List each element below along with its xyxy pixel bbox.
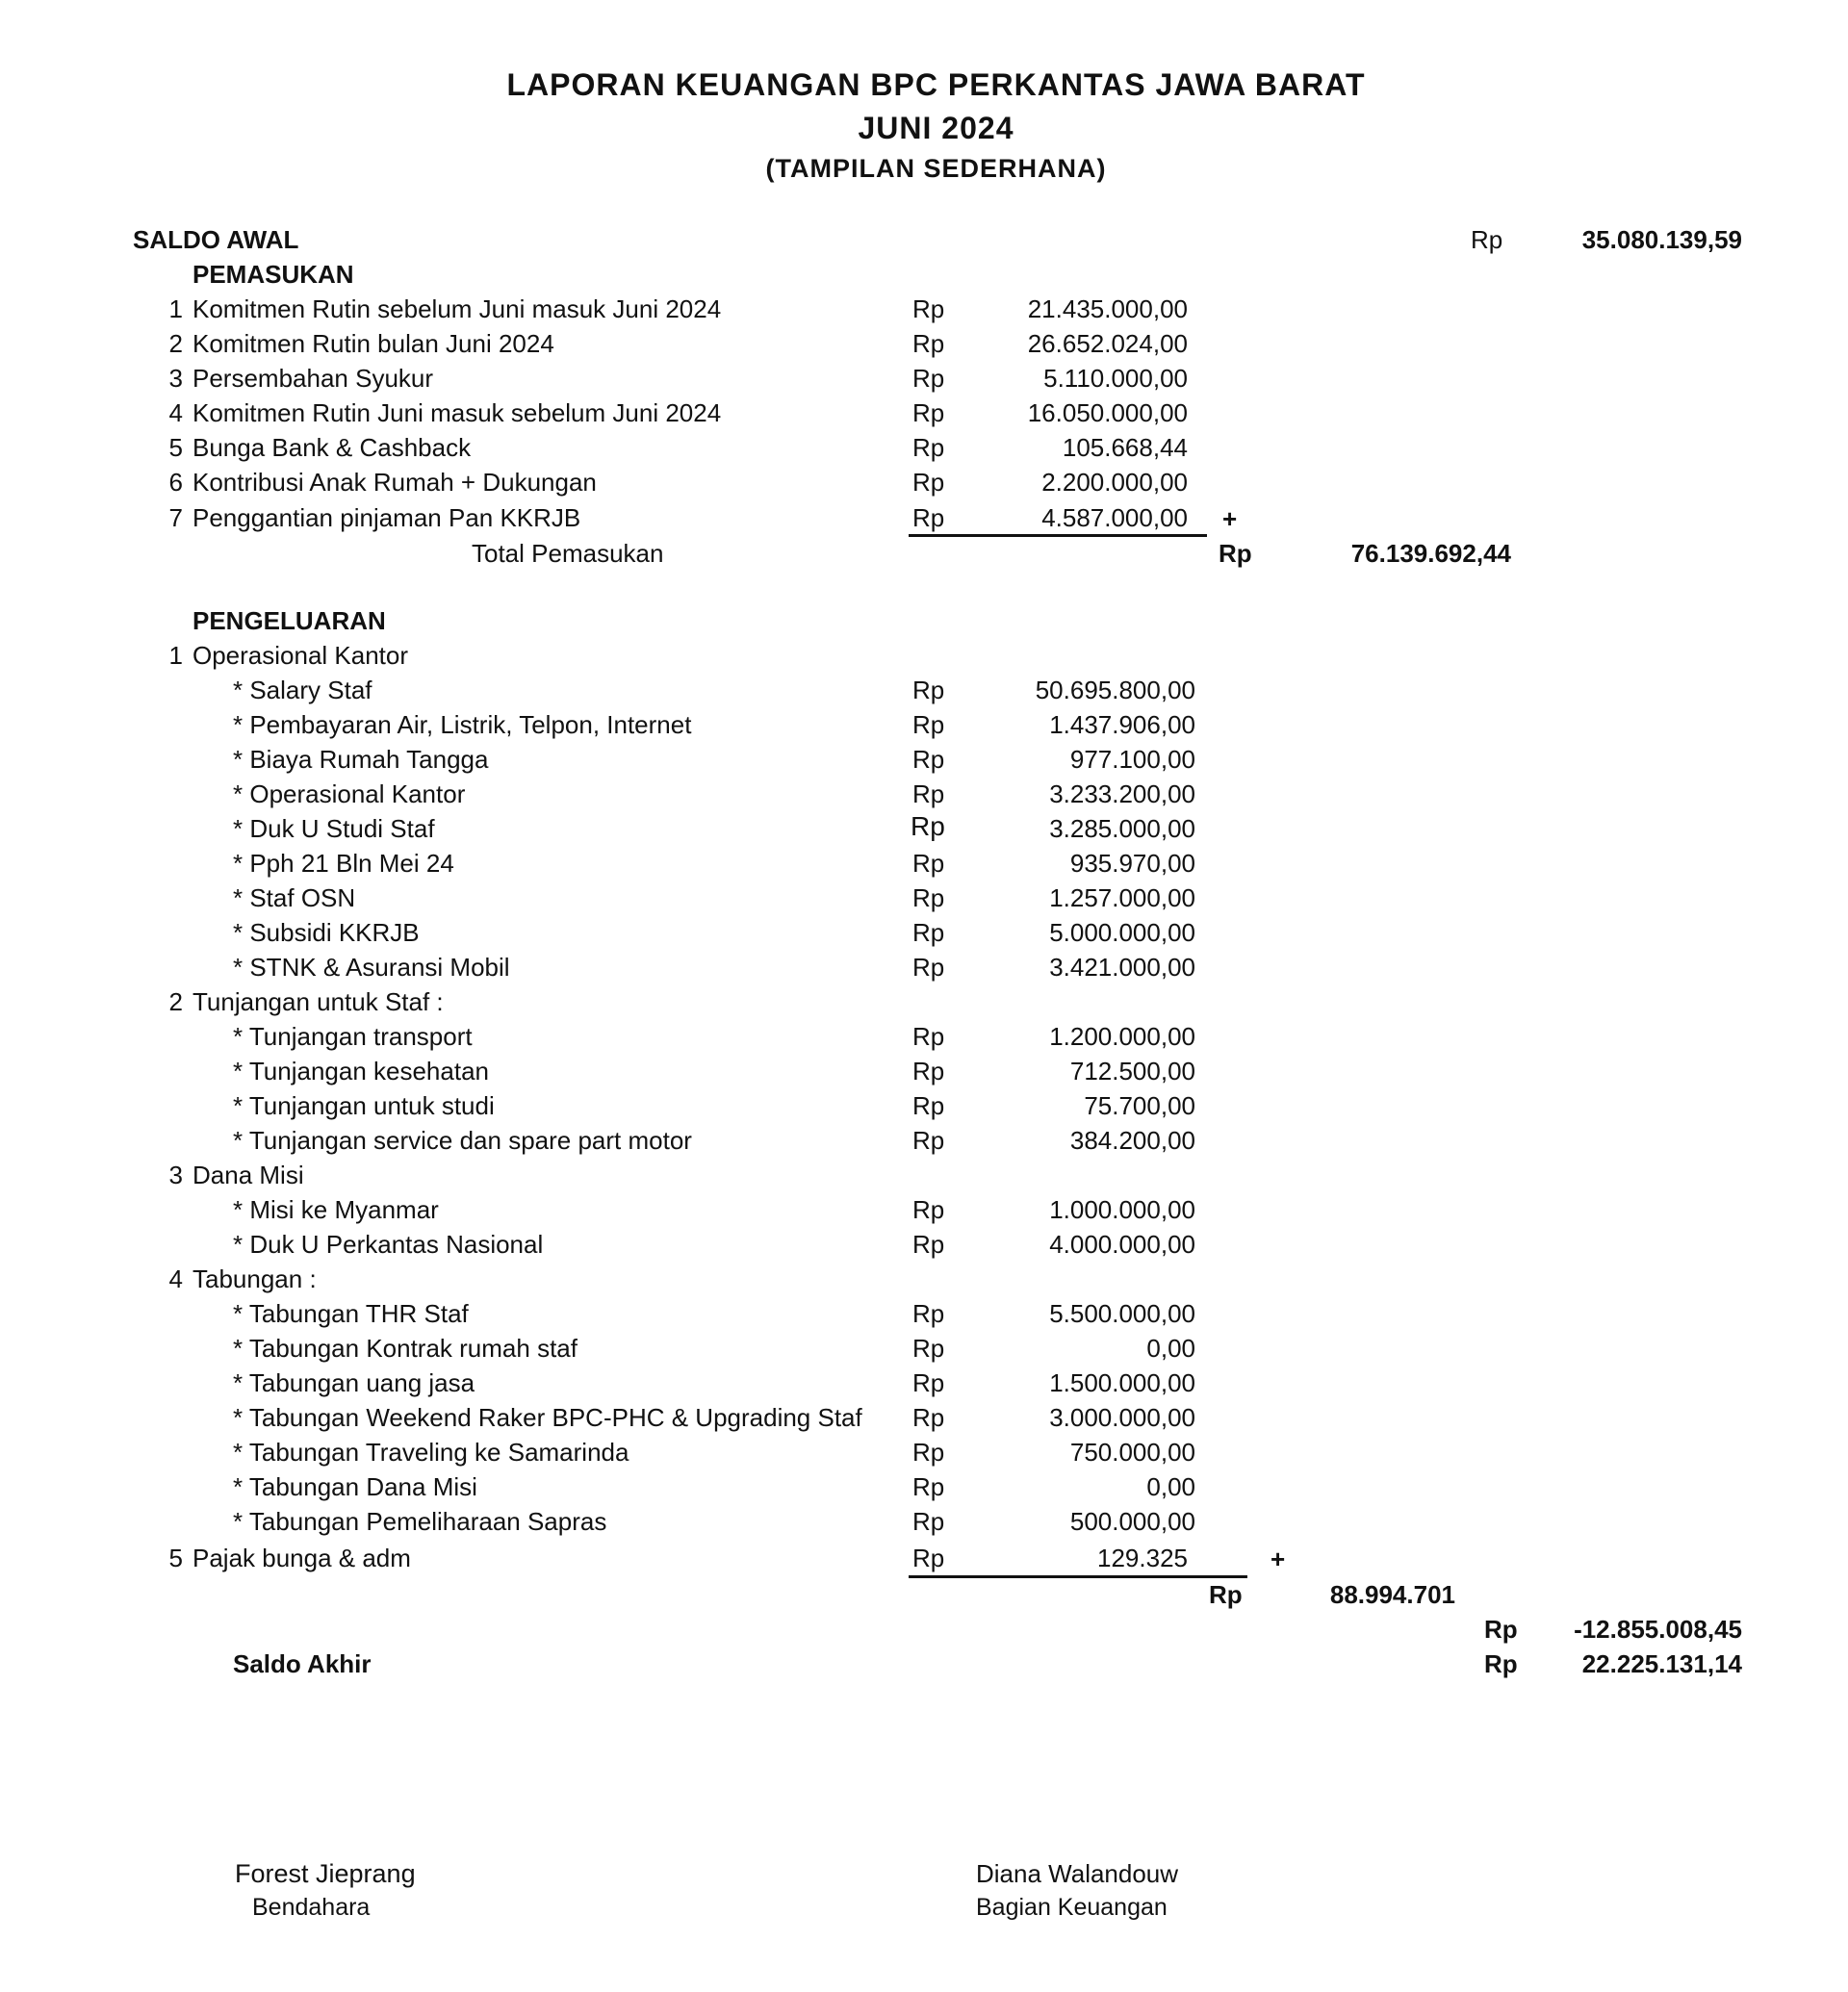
item-currency: Rp — [912, 468, 945, 497]
item-currency: Rp — [912, 398, 945, 427]
report-title: LAPORAN KEUANGAN BPC PERKANTAS JAWA BARAT — [506, 67, 1366, 102]
item-number: 3 — [168, 364, 183, 393]
item-currency: Rp — [912, 710, 945, 739]
report-period: JUNI 2024 — [858, 111, 1014, 145]
total-pemasukan-amount: 76.139.692,44 — [1350, 539, 1511, 568]
item-amount: 977.100,00 — [1069, 745, 1195, 774]
item-currency: Rp — [912, 1368, 945, 1397]
item-label: Bunga Bank & Cashback — [192, 433, 472, 462]
group-label: Dana Misi — [192, 1161, 304, 1189]
item-label: * Tunjangan transport — [233, 1022, 473, 1051]
item-amount: 3.421.000,00 — [1049, 953, 1195, 982]
group-label: Operasional Kantor — [192, 641, 409, 670]
signatory-role: Bagian Keuangan — [976, 1894, 1168, 1921]
item-currency: Rp — [912, 1091, 945, 1120]
item-amount: 75.700,00 — [1084, 1091, 1195, 1120]
item-label: * Tabungan THR Staf — [233, 1299, 469, 1328]
pemasukan-heading: PEMASUKAN — [192, 260, 354, 289]
pengeluaran-sum-line — [909, 1575, 1247, 1578]
saldo-akhir-currency: Rp — [1484, 1649, 1518, 1678]
saldo-awal-currency: Rp — [1471, 225, 1503, 254]
item-amount: 3.285.000,00 — [1049, 814, 1195, 843]
item-label: Kontribusi Anak Rumah + Dukungan — [192, 468, 597, 497]
item-label: * Duk U Studi Staf — [233, 814, 435, 843]
saldo-awal-amount: 35.080.139,59 — [1581, 225, 1742, 254]
item-label: * Tabungan Weekend Raker BPC-PHC & Upgrading Staf — [233, 1403, 862, 1432]
total-pengeluaran-amount: 88.994.701 — [1329, 1580, 1455, 1609]
item-amount: 0,00 — [1146, 1334, 1195, 1363]
item-amount: 4.587.000,00 — [1041, 503, 1188, 532]
item-amount: 16.050.000,00 — [1027, 398, 1188, 427]
item-label: * Pph 21 Bln Mei 24 — [233, 849, 454, 878]
item-number: 6 — [168, 468, 183, 497]
item-amount: 3.000.000,00 — [1049, 1403, 1195, 1432]
item-currency: Rp — [912, 779, 945, 808]
saldo-akhir-amount: 22.225.131,14 — [1581, 1649, 1742, 1678]
item-label: * Salary Staf — [233, 676, 372, 704]
item-currency: Rp — [912, 1022, 945, 1051]
item-label: * Pembayaran Air, Listrik, Telpon, Internet — [233, 710, 692, 739]
item-amount: 3.233.200,00 — [1049, 779, 1195, 808]
item-amount: 21.435.000,00 — [1027, 294, 1188, 323]
item-label: * Tabungan Pemeliharaan Sapras — [233, 1507, 607, 1536]
selisih-amount: -12.855.008,45 — [1574, 1615, 1742, 1644]
report-subtitle: (TAMPILAN SEDERHANA) — [765, 154, 1107, 183]
group-number: 1 — [168, 641, 183, 670]
item-amount: 0,00 — [1146, 1472, 1195, 1501]
item-label: * Tunjangan service dan spare part motor — [233, 1126, 692, 1155]
item-currency: Rp — [912, 503, 945, 532]
item-label: Komitmen Rutin sebelum Juni masuk Juni 2024 — [192, 294, 722, 323]
item-currency: Rp — [912, 1507, 945, 1536]
item-label: * Tabungan Traveling ke Samarinda — [233, 1438, 629, 1467]
total-pemasukan-currency: Rp — [1219, 539, 1252, 568]
item-label: * Tunjangan kesehatan — [233, 1057, 489, 1085]
item-currency: Rp — [912, 1438, 945, 1467]
item-amount: 750.000,00 — [1069, 1438, 1195, 1467]
item-label: Komitmen Rutin bulan Juni 2024 — [192, 329, 554, 358]
item-currency: Rp — [912, 294, 945, 323]
plus-sign: + — [1270, 1545, 1286, 1573]
item-amount: 5.000.000,00 — [1049, 918, 1195, 947]
item-amount: 129.325 — [1097, 1544, 1188, 1572]
item-number: 5 — [168, 1544, 183, 1572]
signatory-role: Bendahara — [252, 1894, 371, 1921]
item-amount: 1.257.000,00 — [1049, 883, 1195, 912]
item-amount: 26.652.024,00 — [1027, 329, 1188, 358]
item-currency: Rp — [912, 433, 945, 462]
item-amount: 935.970,00 — [1069, 849, 1195, 878]
item-currency: Rp — [912, 329, 945, 358]
group-label: Tunjangan untuk Staf : — [192, 987, 444, 1016]
plus-sign: + — [1222, 504, 1238, 533]
item-currency: Rp — [912, 745, 945, 774]
item-currency: Rp — [912, 676, 945, 704]
signatory-name: Forest Jieprang — [235, 1859, 416, 1888]
selisih-currency: Rp — [1484, 1615, 1518, 1644]
item-number: 2 — [168, 329, 183, 358]
item-label: * STNK & Asuransi Mobil — [233, 953, 510, 982]
item-number: 5 — [168, 433, 183, 462]
item-currency: Rp — [912, 1544, 945, 1572]
group-label: Tabungan : — [192, 1264, 317, 1293]
item-amount: 1.437.906,00 — [1049, 710, 1195, 739]
item-amount: 1.200.000,00 — [1049, 1022, 1195, 1051]
item-label: * Subsidi KKRJB — [233, 918, 420, 947]
item-currency: Rp — [912, 849, 945, 878]
item-currency: Rp — [912, 1195, 945, 1224]
saldo-awal-label: SALDO AWAL — [133, 225, 299, 254]
item-amount: 712.500,00 — [1069, 1057, 1195, 1085]
item-amount: 500.000,00 — [1069, 1507, 1195, 1536]
signatory-name: Diana Walandouw — [976, 1859, 1179, 1888]
group-number: 4 — [168, 1264, 183, 1293]
item-number: 7 — [168, 503, 183, 532]
item-currency: Rp — [912, 364, 945, 393]
item-number: 1 — [168, 294, 183, 323]
item-amount: 1.000.000,00 — [1049, 1195, 1195, 1224]
item-currency: Rp — [912, 1126, 945, 1155]
item-label: * Operasional Kantor — [233, 779, 466, 808]
item-currency: Rp — [912, 1230, 945, 1259]
item-label: * Tabungan Dana Misi — [233, 1472, 477, 1501]
total-pemasukan-label: Total Pemasukan — [472, 539, 664, 568]
item-label: * Tabungan uang jasa — [233, 1368, 475, 1397]
item-currency: Rp — [912, 1472, 945, 1501]
item-currency: Rp — [912, 953, 945, 982]
item-currency: Rp — [912, 1299, 945, 1328]
item-currency: Rp — [912, 918, 945, 947]
item-amount: 50.695.800,00 — [1035, 676, 1195, 704]
item-amount: 5.500.000,00 — [1049, 1299, 1195, 1328]
group-number: 3 — [168, 1161, 183, 1189]
item-label: * Misi ke Myanmar — [233, 1195, 439, 1224]
item-currency: Rp — [912, 1334, 945, 1363]
item-label: * Tunjangan untuk studi — [233, 1091, 495, 1120]
item-label: * Biaya Rumah Tangga — [233, 745, 489, 774]
item-label: * Tabungan Kontrak rumah staf — [233, 1334, 578, 1363]
pemasukan-sum-line — [909, 534, 1207, 537]
item-currency: Rp — [912, 1403, 945, 1432]
item-label: Persembahan Syukur — [192, 364, 434, 393]
item-label: Penggantian pinjaman Pan KKRJB — [192, 503, 581, 532]
item-amount: 105.668,44 — [1062, 433, 1188, 462]
item-currency: Rp — [912, 1057, 945, 1085]
item-label: * Duk U Perkantas Nasional — [233, 1230, 544, 1259]
item-amount: 384.200,00 — [1069, 1126, 1195, 1155]
pengeluaran-heading: PENGELUARAN — [192, 606, 386, 635]
item-label: * Staf OSN — [233, 883, 356, 912]
item-currency: Rp — [912, 883, 945, 912]
saldo-akhir-label: Saldo Akhir — [233, 1649, 372, 1678]
item-amount: 4.000.000,00 — [1049, 1230, 1195, 1259]
item-amount: 1.500.000,00 — [1049, 1368, 1195, 1397]
item-label: Pajak bunga & adm — [192, 1544, 411, 1572]
group-number: 2 — [168, 987, 183, 1016]
item-label: Komitmen Rutin Juni masuk sebelum Juni 2024 — [192, 398, 722, 427]
item-currency: Rp — [911, 811, 945, 841]
item-amount: 5.110.000,00 — [1043, 364, 1188, 393]
item-number: 4 — [168, 398, 183, 427]
total-pengeluaran-currency: Rp — [1209, 1580, 1243, 1609]
item-amount: 2.200.000,00 — [1041, 468, 1188, 497]
